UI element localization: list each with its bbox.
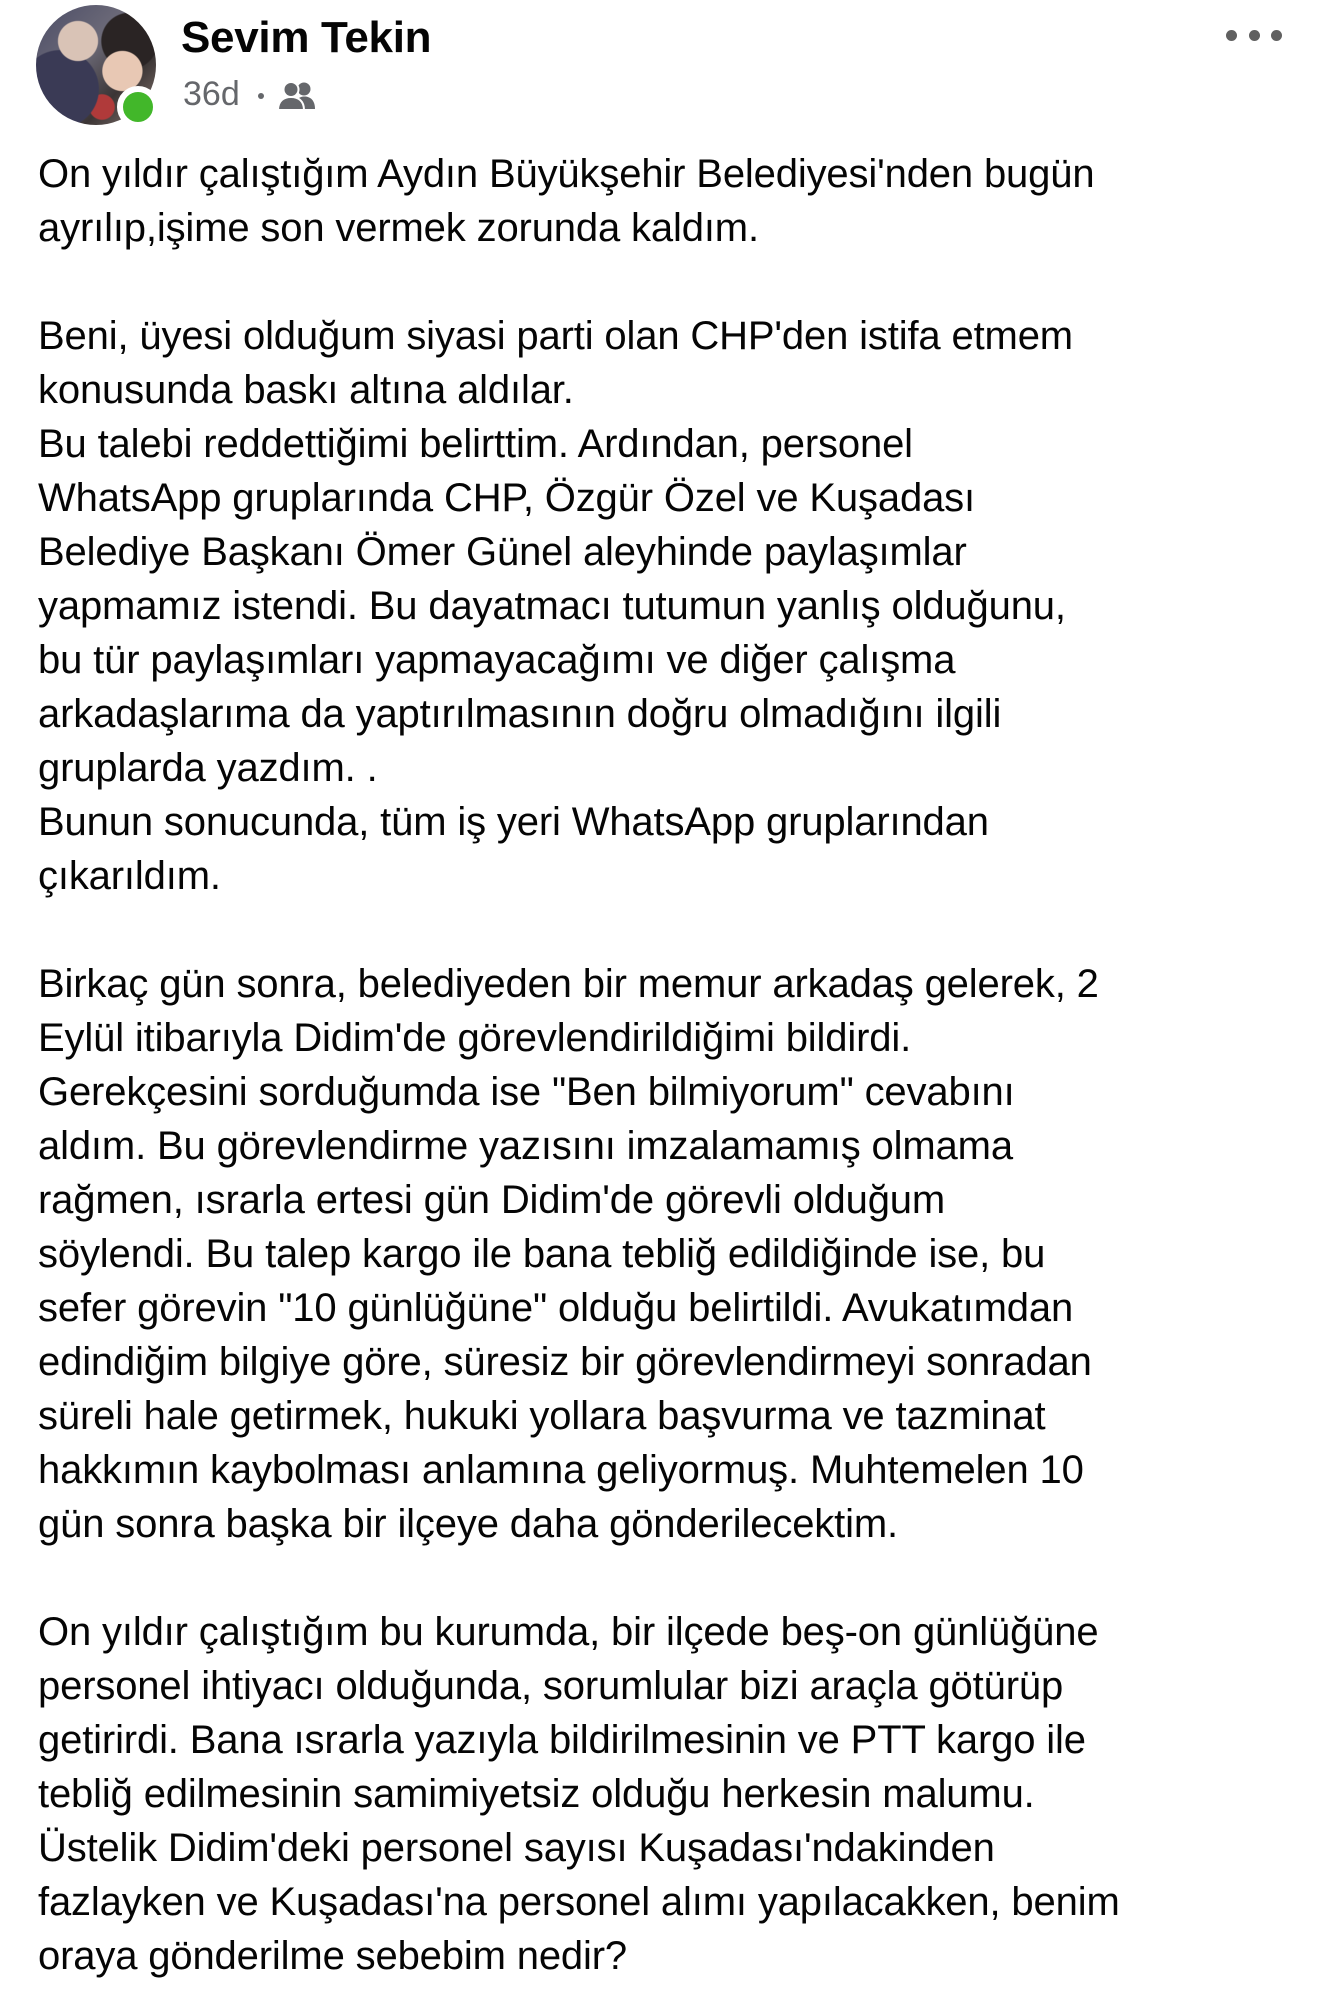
- text-line: aldım. Bu görevlendirme yazısını imzalamamış olmama: [38, 1124, 1013, 1168]
- post-header: [0, 0, 1320, 130]
- text-line: süreli hale getirmek, hukuki yollara başvurma ve tazminat: [38, 1394, 1046, 1438]
- more-horizontal-icon-dot: [1249, 30, 1260, 41]
- paragraph-4: [38, 1605, 1308, 1983]
- text-line: fazlayken ve Kuşadası'na personel alımı yapılacakken, benim: [38, 1880, 1120, 1924]
- text-line: söylendi. Bu talep kargo ile bana tebliğ edildiğinde ise, bu: [38, 1232, 1046, 1276]
- post-timestamp[interactable]: 36d: [183, 75, 240, 113]
- text-line: ayrılıp,işime son vermek zorunda kaldım.: [38, 206, 759, 250]
- paragraph-3: [38, 957, 1308, 1551]
- text-line: edindiğim bilgiye göre, süresiz bir görevlendirmeyi sonradan: [38, 1340, 1092, 1384]
- paragraph-gap: [38, 255, 1308, 309]
- more-options-button[interactable]: [1224, 20, 1284, 50]
- text-line: Gerekçesini sorduğumda ise "Ben bilmiyorum" cevabını: [38, 1070, 1015, 1114]
- text-line: Bunun sonucunda, tüm iş yeri WhatsApp gruplarından: [38, 800, 989, 844]
- text-line: personel ihtiyacı olduğunda, sorumlular bizi araçla götürüp: [38, 1664, 1064, 1708]
- author-name[interactable]: Sevim Tekin: [181, 13, 432, 62]
- text-line: konusunda baskı altına aldılar.: [38, 368, 574, 412]
- text-line: On yıldır çalıştığım Aydın Büyükşehir Belediyesi'nden bugün: [38, 152, 1095, 196]
- text-line: Beni, üyesi olduğum siyasi parti olan CHP'den istifa etmem: [38, 314, 1073, 358]
- meta-separator: [258, 93, 264, 99]
- text-line: On yıldır çalıştığım bu kurumda, bir ilçede beş-on günlüğüne: [38, 1610, 1099, 1654]
- text-line: Bu talebi reddettiğimi belirttim. Ardından, personel: [38, 422, 913, 466]
- text-line: bu tür paylaşımları yapmayacağımı ve diğer çalışma: [38, 638, 956, 682]
- text-line: WhatsApp gruplarında CHP, Özgür Özel ve Kuşadası: [38, 476, 975, 520]
- text-line: sefer görevin "10 günlüğüne" olduğu belirtildi. Avukatımdan: [38, 1286, 1074, 1330]
- online-status-indicator: [117, 86, 159, 128]
- text-line: Belediye Başkanı Ömer Günel aleyhinde paylaşımlar: [38, 530, 967, 574]
- text-line: Birkaç gün sonra, belediyeden bir memur arkadaş gelerek, 2: [38, 962, 1099, 1006]
- text-line: getirirdi. Bana ısrarla yazıyla bildirilmesinin ve PTT kargo ile: [38, 1718, 1086, 1762]
- paragraph-1: [38, 147, 1308, 255]
- text-line: yapmamız istendi. Bu dayatmacı tutumun yanlış olduğunu,: [38, 584, 1066, 628]
- paragraph-gap: [38, 903, 1308, 957]
- text-line: gruplarda yazdım. .: [38, 746, 378, 790]
- text-line: hakkımın kaybolması anlamına geliyormuş. Muhtemelen 10: [38, 1448, 1084, 1492]
- text-line: çıkarıldım.: [38, 854, 221, 898]
- text-line: gün sonra başka bir ilçeye daha gönderilecektim.: [38, 1502, 898, 1546]
- paragraph-gap: [38, 1551, 1308, 1605]
- text-line: oraya gönderilme sebebim nedir?: [38, 1934, 628, 1978]
- post-text: [38, 147, 1308, 1983]
- text-line: rağmen, ısrarla ertesi gün Didim'de görevli olduğum: [38, 1178, 946, 1222]
- text-line: Üstelik Didim'deki personel sayısı Kuşadası'ndakinden: [38, 1826, 995, 1870]
- more-horizontal-icon-dot: [1271, 30, 1282, 41]
- text-line: Eylül itibarıyla Didim'de görevlendirildiğimi bildirdi.: [38, 1016, 912, 1060]
- post-meta: [183, 74, 316, 114]
- paragraph-2: [38, 309, 1308, 903]
- friends-icon[interactable]: [278, 80, 316, 110]
- more-horizontal-icon-dot: [1226, 30, 1237, 41]
- text-line: tebliğ edilmesinin samimiyetsiz olduğu herkesin malumu.: [38, 1772, 1035, 1816]
- text-line: arkadaşlarıma da yaptırılmasının doğru olmadığını ilgili: [38, 692, 1002, 736]
